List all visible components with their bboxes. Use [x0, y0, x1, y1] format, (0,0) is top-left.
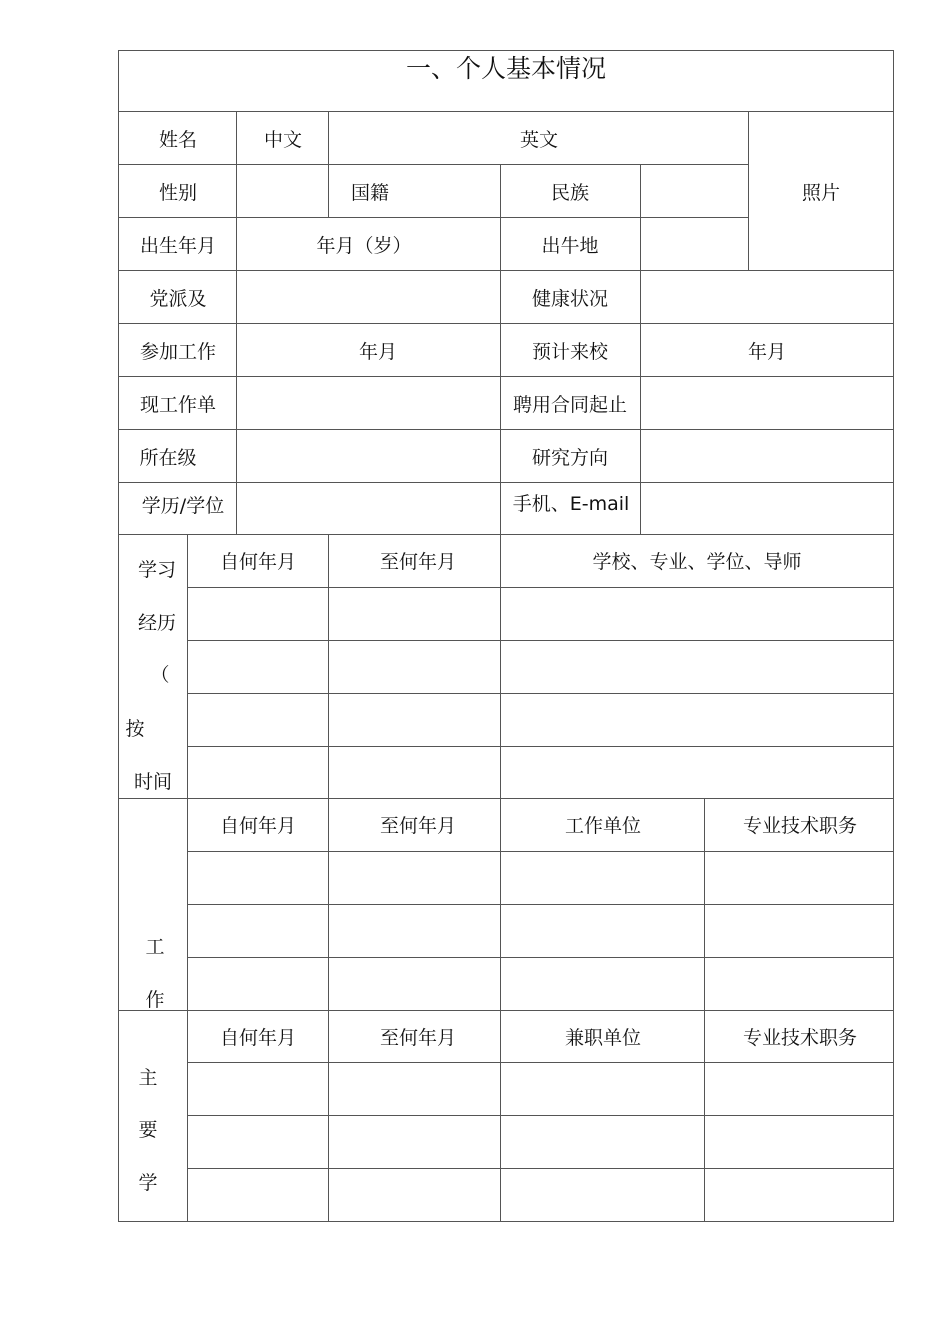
parttime-header-title: 专业技术职务: [742, 1027, 858, 1049]
research-direction-label: 研究方向: [531, 447, 609, 469]
current-unit-label: 现工作单: [139, 394, 217, 416]
work-start-value: 年月: [358, 341, 398, 363]
work-header-to: 至何年月: [379, 815, 457, 837]
parttime-side-label: 学: [138, 1172, 158, 1194]
col-divider: [500, 534, 501, 1222]
health-label: 健康状况: [531, 288, 609, 310]
ethnicity-label: 民族: [550, 182, 590, 204]
row-divider: [187, 693, 894, 694]
row-divider: [118, 1010, 894, 1011]
work-side-label: 工: [145, 936, 165, 958]
nationality-label: 国籍: [350, 182, 390, 204]
parttime-header-from: 自何年月: [219, 1027, 297, 1049]
birth-date-label: 出生年月: [139, 235, 217, 257]
row-divider: [118, 534, 894, 535]
parttime-side-label: 主: [138, 1067, 158, 1089]
row-divider: [187, 1168, 894, 1169]
study-side-label: （: [150, 664, 170, 686]
row-divider: [118, 798, 894, 799]
work-header-from: 自何年月: [219, 815, 297, 837]
contact-label: 手机、E-mail: [512, 493, 630, 515]
col-divider: [640, 164, 641, 534]
section-title: 一、个人基本情况: [405, 54, 607, 83]
col-divider: [187, 534, 188, 1222]
study-side-label: 时间: [133, 771, 173, 793]
work-start-label: 参加工作: [139, 341, 217, 363]
row-divider: [187, 640, 894, 641]
chinese-name-label: 中文: [263, 129, 303, 151]
col-divider: [236, 111, 237, 534]
row-divider: [118, 323, 894, 324]
row-divider: [118, 270, 894, 271]
work-header-unit: 工作单位: [564, 815, 642, 837]
study-header-from: 自何年月: [219, 551, 297, 573]
row-divider: [118, 429, 894, 430]
row-divider: [187, 587, 894, 588]
col-divider: [500, 164, 501, 534]
study-side-label: 学习: [137, 559, 177, 581]
parttime-header-to: 至何年月: [379, 1027, 457, 1049]
photo-area: 照片: [801, 182, 841, 204]
col-divider: [328, 111, 329, 217]
row-divider: [187, 957, 894, 958]
parttime-header-unit: 兼职单位: [564, 1027, 642, 1049]
study-side-label: 经历: [137, 612, 177, 634]
name-label: 姓名: [158, 129, 198, 151]
work-header-title: 专业技术职务: [742, 815, 858, 837]
expected-arrival-label: 预计来校: [531, 341, 609, 363]
study-side-label: 按: [125, 718, 145, 740]
row-divider: [187, 1115, 894, 1116]
birth-date-value: 年月（岁）: [316, 235, 412, 257]
row-divider: [118, 164, 748, 165]
party-label: 党派及: [149, 288, 207, 310]
row-divider: [187, 851, 894, 852]
level-label: 所在级: [139, 447, 197, 469]
expected-arrival-value: 年月: [747, 341, 787, 363]
contract-period-label: 聘用合同起止: [512, 394, 628, 416]
row-divider: [187, 746, 894, 747]
row-divider: [118, 482, 894, 483]
degree-label: 学历/学位: [141, 495, 225, 517]
study-header-school: 学校、专业、学位、导师: [592, 551, 802, 573]
gender-label: 性别: [158, 182, 198, 204]
row-divider: [187, 1062, 894, 1063]
row-divider: [118, 217, 748, 218]
col-divider: [748, 111, 749, 270]
study-header-to: 至何年月: [379, 551, 457, 573]
row-divider: [118, 376, 894, 377]
english-name-label: 英文: [519, 129, 559, 151]
birthplace-label: 出牛地: [541, 235, 599, 257]
work-side-label: 作: [145, 989, 165, 1011]
col-divider: [328, 534, 329, 1222]
parttime-side-label: 要: [138, 1119, 158, 1141]
row-divider: [187, 904, 894, 905]
col-divider: [704, 798, 705, 1222]
row-divider: [118, 111, 894, 112]
